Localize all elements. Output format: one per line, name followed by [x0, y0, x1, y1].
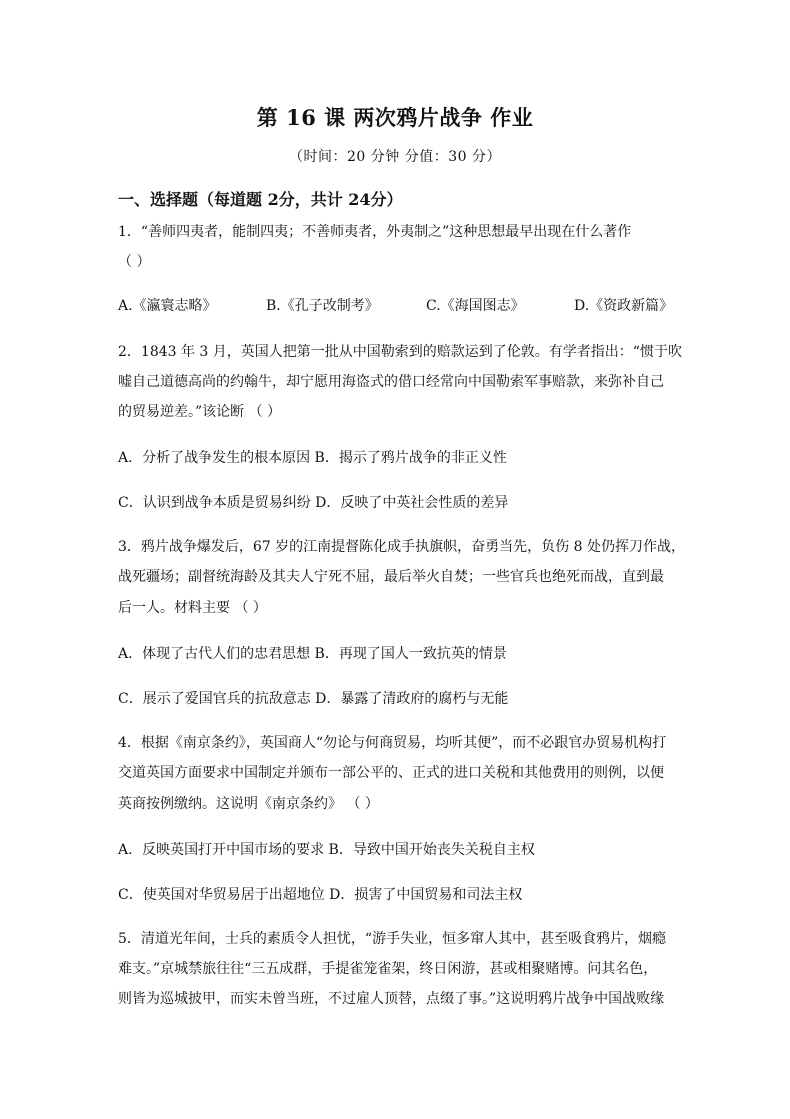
question-5-line-1: 5．清道光年间，士兵的素质令人担忧，“游手失业，恒多窜人其中，甚至吸食鸦片，烟瘾 — [118, 931, 667, 947]
question-2-line-3: 的贸易逆差。”该论断 （ ） — [118, 404, 282, 420]
question-2-line-2: 嘘自己道德高尚的约翰牛，却宁愿用海盗式的借口经常向中国勒索军事赔款，来弥补自己 — [118, 374, 664, 390]
question-4-line-1: 4．根据《南京条约》，英国商人“勿论与何商贸易，均听其便”，而不必跟官办贸易机构打 — [118, 735, 667, 751]
choice-b: B.《孔子改制考》 — [266, 298, 379, 314]
question-1-line-2: （ ） — [118, 254, 151, 270]
question-2-choices-ab: A．分析了战争发生的根本原因 B．揭示了鸦片战争的非正义性 — [118, 450, 507, 466]
section-heading: 一、选择题（每道题 2分，共计 24分） — [118, 190, 403, 209]
question-3-line-2: 战死疆场；副督统海龄及其夫人宁死不屈，最后举火自焚；一些官兵也绝死而战，直到最 — [118, 569, 664, 585]
question-3-line-1: 3．鸦片战争爆发后，67 岁的江南提督陈化成手执旗帜，奋勇当先，负伤 8 处仍挥刀作战， — [118, 539, 685, 555]
question-4-choices-ab: A．反映英国打开中国市场的要求 B．导致中国开始丧失关税自主权 — [118, 842, 535, 858]
page-title: 第 16 课 两次鸦片战争 作业 — [256, 105, 534, 130]
question-4-line-2: 交道英国方面要求中国制定并颁布一部公平的、正式的进口关税和其他费用的则例，以便 — [118, 765, 664, 781]
question-1-line-1: 1．“善师四夷者，能制四夷；不善师夷者，外夷制之”这种思想最早出现在什么著作 — [118, 224, 632, 240]
question-5-line-2: 难支。”京城禁旅往往“三五成群，手提雀笼雀架，终日闲游，甚或相聚赌博。问其名色， — [118, 961, 658, 977]
question-5-line-3: 则皆为巡城披甲，而实未曾当班，不过雇人顶替，点缀了事。”这说明鸦片战争中国战败缘 — [118, 991, 665, 1007]
choice-d: D.《资政新篇》 — [574, 298, 674, 314]
question-3-choices-cd: C．展示了爱国官兵的抗敌意志 D．暴露了清政府的腐朽与无能 — [118, 691, 509, 707]
choice-c: C.《海国图志》 — [426, 298, 525, 314]
time-score-info: （时间：20 分钟 分值：30 分） — [289, 149, 501, 165]
question-4-choices-cd: C．使英国对华贸易居于出超地位 D．损害了中国贸易和司法主权 — [118, 887, 523, 903]
question-3-line-3: 后一人。材料主要 （ ） — [118, 600, 267, 616]
question-2-choices-cd: C．认识到战争本质是贸易纠纷 D．反映了中英社会性质的差异 — [118, 495, 509, 511]
question-2-line-1: 2．1843 年 3 月，英国人把第一批从中国勒索到的赔款运到了伦敦。有学者指出：“惯于吹 — [118, 344, 682, 360]
question-3-choices-ab: A．体现了古代人们的忠君思想 B．再现了国人一致抗英的情景 — [118, 646, 507, 662]
question-1-choices — [118, 295, 678, 317]
question-4-line-3: 英商按例缴纳。这说明《南京条约》 （ ） — [118, 796, 379, 812]
choice-a: A.《瀛寰志略》 — [118, 298, 217, 314]
